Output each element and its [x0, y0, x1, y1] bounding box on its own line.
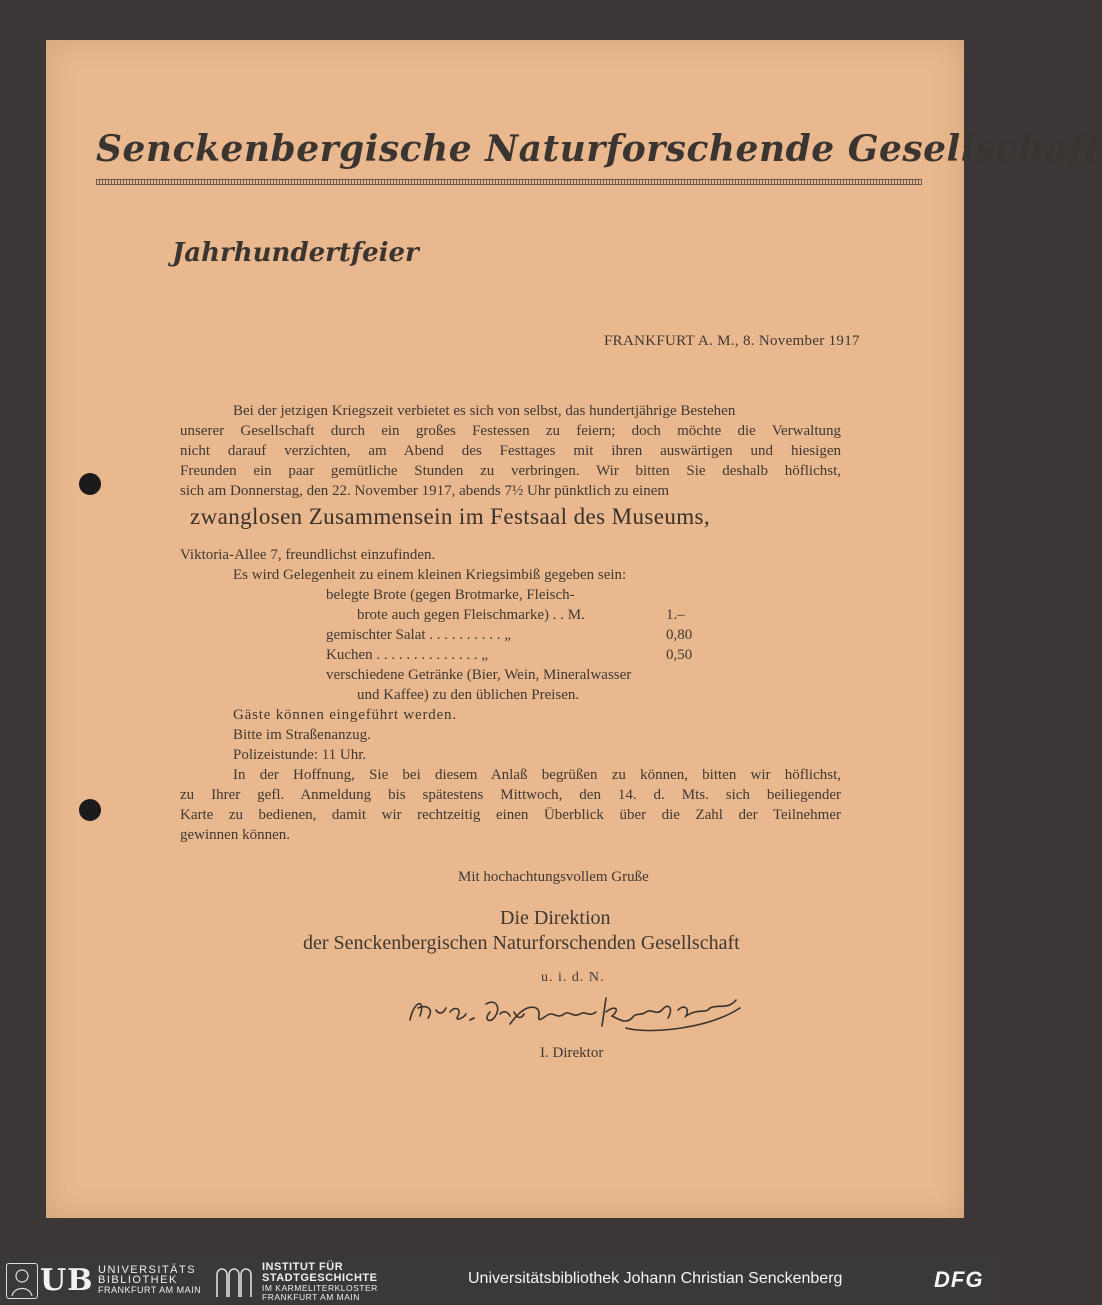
letterhead-rule	[96, 179, 922, 185]
punch-hole-top	[79, 473, 101, 495]
director-title: I. Direktor	[540, 1045, 604, 1061]
paragraph1-line: sich am Donnerstag, den 22. November 1917, abends 7½ Uhr pünktlich zu einem	[180, 483, 670, 499]
menu-brote-line2: brote auch gegen Fleischmarke) . . M.	[357, 607, 585, 623]
footer-bar	[0, 1255, 1000, 1305]
menu-brote-line1: belegte Brote (gegen Brotmarke, Fleisch-	[326, 587, 575, 603]
occasion-heading: Jahrhundertfeier	[172, 238, 419, 268]
menu-intro: Es wird Gelegenheit zu einem kleinen Kriegsimbiß gegeben sein:	[233, 567, 627, 583]
note-police-hour: Polizeistunde: 11 Uhr.	[233, 747, 367, 763]
isg-line1: INSTITUT FÜR	[262, 1261, 344, 1273]
paragraph1-line: Bei der jetzigen Kriegszeit verbietet es sich von selbst, das hundertjährige Bestehen	[233, 403, 736, 419]
menu-brote-price: 1.–	[666, 607, 685, 623]
ub-portrait-icon	[6, 1263, 38, 1299]
uidn-note: u. i. d. N.	[541, 970, 605, 985]
menu-kuchen: Kuchen . . . . . . . . . . . . . . „	[326, 647, 489, 663]
paragraph2-line: gewinnen können.	[180, 827, 290, 843]
dfg-logo: DFG	[934, 1267, 984, 1292]
signatory-line2: der Senckenbergischen Naturforschenden Gesellschaft	[303, 932, 740, 954]
ub-line2: BIBLIOTHEK	[98, 1274, 178, 1286]
paragraph2-line: zu Ihrer gefl. Anmeldung bis spätestens Mittwoch, den 14. d. Mts. sich beiliegender	[180, 787, 841, 803]
footer-library-title: Universitätsbibliothek Johann Christian Senckenberg	[468, 1270, 843, 1287]
paragraph2-line: Karte zu bedienen, damit wir rechtzeitig einen Überblick über die Zahl der Teilnehmer	[180, 807, 841, 823]
paragraph1-line: unserer Gesellschaft durch ein großes Festessen zu feiern; doch möchte die Verwaltung	[180, 423, 841, 439]
menu-getraenke-line1: verschiedene Getränke (Bier, Wein, Mineralwasser	[326, 667, 632, 683]
closing-greeting: Mit hochachtungsvollem Gruße	[458, 869, 649, 885]
note-guests: Gäste können eingeführt werden.	[233, 707, 457, 723]
address-line: Viktoria-Allee 7, freundlichst einzufinden.	[180, 547, 436, 563]
society-letterhead: Senckenbergische Naturforschende Gesellschaft	[96, 128, 1102, 170]
menu-kuchen-price: 0,50	[666, 647, 693, 663]
isg-line4: FRANKFURT AM MAIN	[262, 1292, 360, 1302]
isg-arches-icon	[215, 1263, 253, 1297]
dateline: FRANKFURT A. M., 8. November 1917	[604, 333, 860, 349]
handwritten-signature	[406, 990, 746, 1040]
menu-salat-price: 0,80	[666, 627, 693, 643]
paragraph1-line: Freunden ein paar gemütliche Stunden zu verbringen. Wir bitten Sie deshalb höflichst,	[180, 463, 841, 479]
ub-logo-text	[98, 1265, 201, 1295]
ub-line1: UNIVERSITÄTS	[98, 1264, 197, 1276]
paragraph2-line: In der Hoffnung, Sie bei diesem Anlaß begrüßen zu können, bitten wir höflichst,	[233, 767, 841, 783]
paragraph1-line: nicht darauf verzichten, am Abend des Festtages mit ihren auswärtigen und hiesigen	[180, 443, 841, 459]
isg-logo-text	[262, 1262, 378, 1302]
menu-getraenke-line2: und Kaffee) zu den üblichen Preisen.	[357, 687, 580, 703]
isg-line3: IM KARMELITERKLOSTER	[262, 1283, 378, 1293]
ub-line3: FRANKFURT AM MAIN	[98, 1285, 202, 1295]
note-dress: Bitte im Straßenanzug.	[233, 727, 371, 743]
menu-salat: gemischter Salat . . . . . . . . . . „	[326, 627, 511, 643]
ub-logo-letters: UB	[40, 1263, 94, 1298]
event-headline: zwanglosen Zusammensein im Festsaal des Museums,	[190, 504, 711, 529]
punch-hole-bottom	[79, 799, 101, 821]
isg-line2: STADTGESCHICHTE	[262, 1272, 378, 1284]
signatory-line1: Die Direktion	[500, 907, 611, 929]
